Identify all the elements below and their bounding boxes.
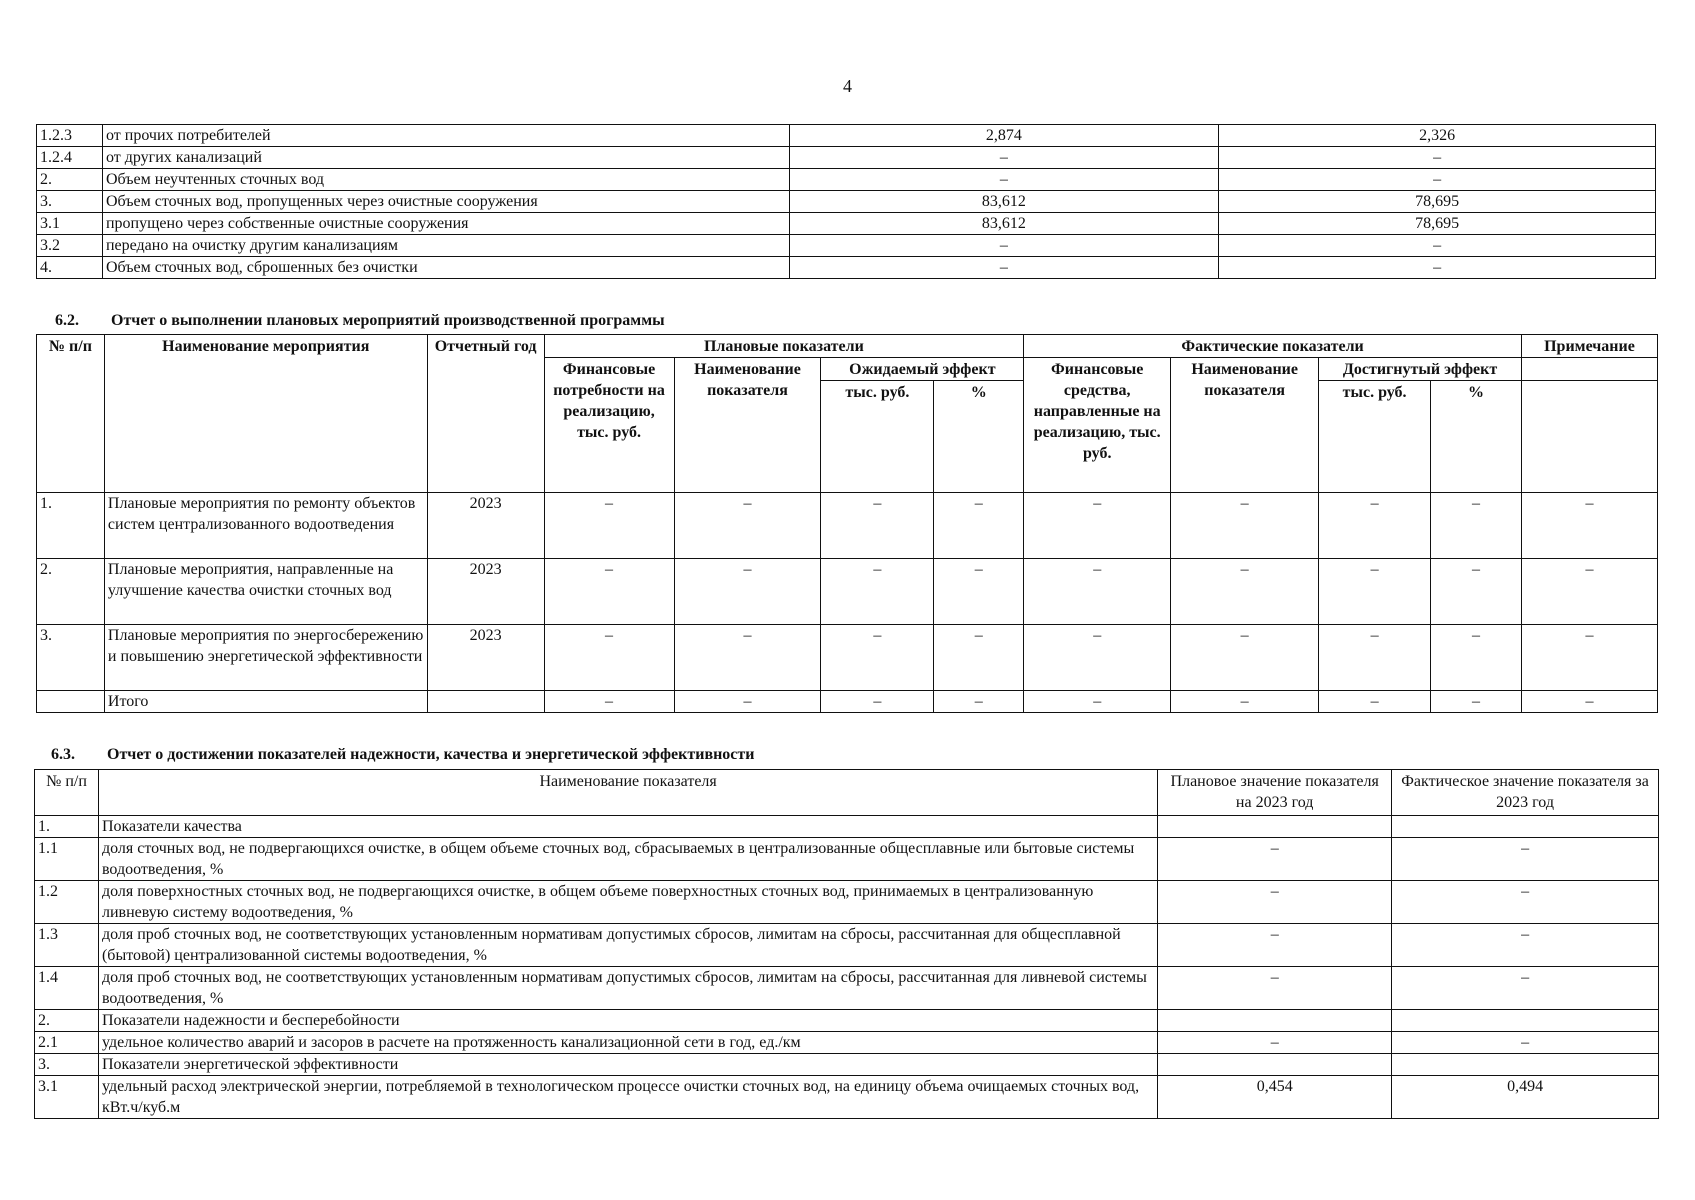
cell-value: –: [544, 559, 674, 625]
col-header-planned: Плановые показатели: [544, 335, 1024, 358]
row-number: 3.: [37, 625, 105, 691]
cell-value: –: [674, 691, 821, 713]
indicator-name: доля проб сточных вод, не соответствующих установленным нормативам допустимых сбросов, лимитам на сбросы, рассчитанная для ливневой системы водоотведения, %: [98, 967, 1157, 1010]
cell-value: –: [1431, 625, 1522, 691]
fact-value: [1392, 1054, 1659, 1076]
cell-value: –: [1319, 625, 1431, 691]
table-row: [37, 235, 1656, 257]
col-header-expected-pct: %: [934, 381, 1024, 493]
row-number: 1.4: [35, 967, 99, 1010]
report-year: 2023: [427, 625, 544, 691]
table-row: [37, 169, 1656, 191]
plan-value: 83,612: [789, 191, 1219, 213]
col-header-num: № п/п: [35, 770, 99, 816]
cell-value: –: [821, 559, 934, 625]
cell-value: –: [674, 493, 821, 559]
plan-value: –: [789, 147, 1219, 169]
table-row: [35, 1032, 1659, 1054]
col-header-fact-value: Фактическое значение показателя за 2023 год: [1392, 770, 1659, 816]
table-row: [37, 625, 1658, 691]
cell-value: –: [1024, 493, 1171, 559]
cell-value: –: [544, 493, 674, 559]
row-number: 3.: [37, 191, 103, 213]
col-header-note-blank: [1521, 358, 1657, 381]
row-number: 1.2.4: [37, 147, 103, 169]
row-number: 3.: [35, 1054, 99, 1076]
table-row: [37, 191, 1656, 213]
col-header-num: № п/п: [37, 335, 105, 493]
row-number: 1.: [35, 816, 99, 838]
cell-value: –: [934, 493, 1024, 559]
col-header-expected-rub: тыс. руб.: [821, 381, 934, 493]
col-header-achieved-rub: тыс. руб.: [1319, 381, 1431, 493]
cell-value: –: [1024, 691, 1171, 713]
cell-value: –: [934, 559, 1024, 625]
col-header-plan-indicator: Наименование показателя: [674, 358, 821, 493]
section-number: 6.3.: [51, 746, 75, 763]
row-number: 2.: [35, 1010, 99, 1032]
table-row: [35, 1054, 1659, 1076]
section-6-3-title: [51, 746, 754, 764]
cell-value: –: [934, 625, 1024, 691]
plan-value: 83,612: [789, 213, 1219, 235]
report-year: 2023: [427, 493, 544, 559]
cell-value: –: [674, 625, 821, 691]
activity-name: Плановые мероприятия по энергосбережению и повышению энергетической эффективности: [104, 625, 427, 691]
cell-value: –: [544, 691, 674, 713]
indicator-name: Показатели качества: [98, 816, 1157, 838]
cell-value: –: [1521, 493, 1657, 559]
indicator-name: доля поверхностных сточных вод, не подвергающихся очистке, в общем объеме поверхностных сточных вод, принимаемых в централизованную ливневую систему водоотведения, %: [98, 881, 1157, 924]
fact-value: [1392, 1010, 1659, 1032]
col-header-achieved-effect: Достигнутый эффект: [1319, 358, 1522, 381]
indicator-name: Показатели надежности и бесперебойности: [98, 1010, 1157, 1032]
col-header-achieved-pct: %: [1431, 381, 1522, 493]
plan-value: [1158, 1054, 1392, 1076]
row-number: 1.1: [35, 838, 99, 881]
row-number: 1.2: [35, 881, 99, 924]
fact-value: –: [1219, 257, 1656, 279]
row-name: передано на очистку другим канализациям: [102, 235, 789, 257]
row-number: 3.2: [37, 235, 103, 257]
plan-value: –: [1158, 924, 1392, 967]
table-row: [37, 559, 1658, 625]
table-row: [35, 881, 1659, 924]
report-year: 2023: [427, 559, 544, 625]
row-number: 2.1: [35, 1032, 99, 1054]
activity-name: Плановые мероприятия по ремонту объектов систем централизованного водоотведения: [104, 493, 427, 559]
section-title-text: Отчет о достижении показателей надежности, качества и энергетической эффективности: [107, 746, 755, 763]
row-number: 1.2.3: [37, 125, 103, 147]
section-6-2-title: [55, 312, 665, 330]
indicators-table: [34, 769, 1659, 1119]
plan-value: –: [1158, 838, 1392, 881]
row-name: пропущено через собственные очистные сооружения: [102, 213, 789, 235]
page-number: 4: [843, 76, 852, 96]
fact-value: [1392, 816, 1659, 838]
cell-value: –: [1171, 625, 1319, 691]
col-header-year: Отчетный год: [427, 335, 544, 493]
cell-value: –: [1024, 625, 1171, 691]
col-header-plan-value: Плановое значение показателя на 2023 год: [1158, 770, 1392, 816]
table-row: [37, 493, 1658, 559]
plan-value: 0,454: [1158, 1076, 1392, 1119]
cell-value: –: [1521, 625, 1657, 691]
row-name: Объем сточных вод, сброшенных без очистки: [102, 257, 789, 279]
plan-value: [1158, 1010, 1392, 1032]
total-row: [37, 691, 1658, 713]
report-year: [427, 691, 544, 713]
table-row: [37, 147, 1656, 169]
col-header-plan-finance: Финансовые потребности на реализацию, тыс. руб.: [544, 358, 674, 493]
fact-value: 0,494: [1392, 1076, 1659, 1119]
table-row: [35, 1010, 1659, 1032]
table-row: [35, 1076, 1659, 1119]
activity-name: Плановые мероприятия, направленные на улучшение качества очистки сточных вод: [104, 559, 427, 625]
planned-activities-table: [36, 334, 1658, 713]
table-row: [37, 257, 1656, 279]
fact-value: 78,695: [1219, 191, 1656, 213]
fact-value: 78,695: [1219, 213, 1656, 235]
cell-value: –: [1521, 691, 1657, 713]
row-number: 1.: [37, 493, 105, 559]
plan-value: –: [789, 235, 1219, 257]
cell-value: –: [934, 691, 1024, 713]
cell-value: –: [1521, 559, 1657, 625]
header-row: [35, 770, 1659, 816]
cell-value: –: [821, 691, 934, 713]
cell-value: –: [1319, 691, 1431, 713]
section-number: 6.2.: [55, 312, 79, 329]
fact-value: –: [1392, 1032, 1659, 1054]
fact-value: –: [1392, 967, 1659, 1010]
table-row: [35, 924, 1659, 967]
col-header-activity-name: Наименование мероприятия: [104, 335, 427, 493]
cell-value: –: [1431, 691, 1522, 713]
fact-value: –: [1392, 924, 1659, 967]
cell-value: –: [1319, 493, 1431, 559]
cell-value: –: [1171, 691, 1319, 713]
col-header-note: Примечание: [1521, 335, 1657, 358]
cell-value: –: [1024, 559, 1171, 625]
plan-value: –: [789, 169, 1219, 191]
row-name: Объем неучтенных сточных вод: [102, 169, 789, 191]
cell-value: –: [821, 493, 934, 559]
plan-value: [1158, 816, 1392, 838]
row-number: 3.1: [37, 213, 103, 235]
cell-value: –: [821, 625, 934, 691]
table-row: [35, 838, 1659, 881]
col-header-note-blank: [1521, 381, 1657, 493]
plan-value: –: [789, 257, 1219, 279]
row-number: 2.: [37, 169, 103, 191]
row-name: от прочих потребителей: [102, 125, 789, 147]
fact-value: –: [1392, 838, 1659, 881]
fact-value: 2,326: [1219, 125, 1656, 147]
row-number: 3.1: [35, 1076, 99, 1119]
cell-value: –: [1431, 559, 1522, 625]
col-header-actual: Фактические показатели: [1024, 335, 1522, 358]
col-header-indicator-name: Наименование показателя: [98, 770, 1157, 816]
cell-value: –: [1431, 493, 1522, 559]
indicator-name: доля проб сточных вод, не соответствующих установленным нормативам допустимых сбросов, лимитам на сбросы, рассчитанная для общесплавной (бытовой) централизованной системы водоотведения, %: [98, 924, 1157, 967]
plan-value: –: [1158, 967, 1392, 1010]
indicator-name: Показатели энергетической эффективности: [98, 1054, 1157, 1076]
fact-value: –: [1219, 235, 1656, 257]
indicator-name: доля сточных вод, не подвергающихся очистке, в общем объеме сточных вод, сбрасываемых в централизованные общесплавные или бытовые системы водоотведения, %: [98, 838, 1157, 881]
col-header-fact-indicator: Наименование показателя: [1171, 358, 1319, 493]
wastewater-volume-table: [36, 124, 1656, 279]
row-name: Объем сточных вод, пропущенных через очистные сооружения: [102, 191, 789, 213]
fact-value: –: [1219, 147, 1656, 169]
activity-name: Итого: [104, 691, 427, 713]
plan-value: –: [1158, 1032, 1392, 1054]
table-row: [35, 816, 1659, 838]
header-row: [37, 335, 1658, 358]
table-row: [35, 967, 1659, 1010]
section-title-text: Отчет о выполнении плановых мероприятий производственной программы: [111, 312, 665, 329]
row-number: [37, 691, 105, 713]
cell-value: –: [674, 559, 821, 625]
cell-value: –: [544, 625, 674, 691]
indicator-name: удельный расход электрической энергии, потребляемой в технологическом процессе очистки сточных вод, на единицу объема очищаемых сточных вод, кВт.ч/куб.м: [98, 1076, 1157, 1119]
fact-value: –: [1219, 169, 1656, 191]
indicator-name: удельное количество аварий и засоров в расчете на протяженность канализационной сети в год, ед./км: [98, 1032, 1157, 1054]
col-header-fact-finance: Финансовые средства, направленные на реализацию, тыс. руб.: [1024, 358, 1171, 493]
col-header-expected-effect: Ожидаемый эффект: [821, 358, 1024, 381]
cell-value: –: [1171, 559, 1319, 625]
cell-value: –: [1319, 559, 1431, 625]
table-row: [37, 125, 1656, 147]
row-number: 1.3: [35, 924, 99, 967]
plan-value: 2,874: [789, 125, 1219, 147]
table-row: [37, 213, 1656, 235]
cell-value: –: [1171, 493, 1319, 559]
row-number: 4.: [37, 257, 103, 279]
row-name: от других канализаций: [102, 147, 789, 169]
fact-value: –: [1392, 881, 1659, 924]
plan-value: –: [1158, 881, 1392, 924]
row-number: 2.: [37, 559, 105, 625]
